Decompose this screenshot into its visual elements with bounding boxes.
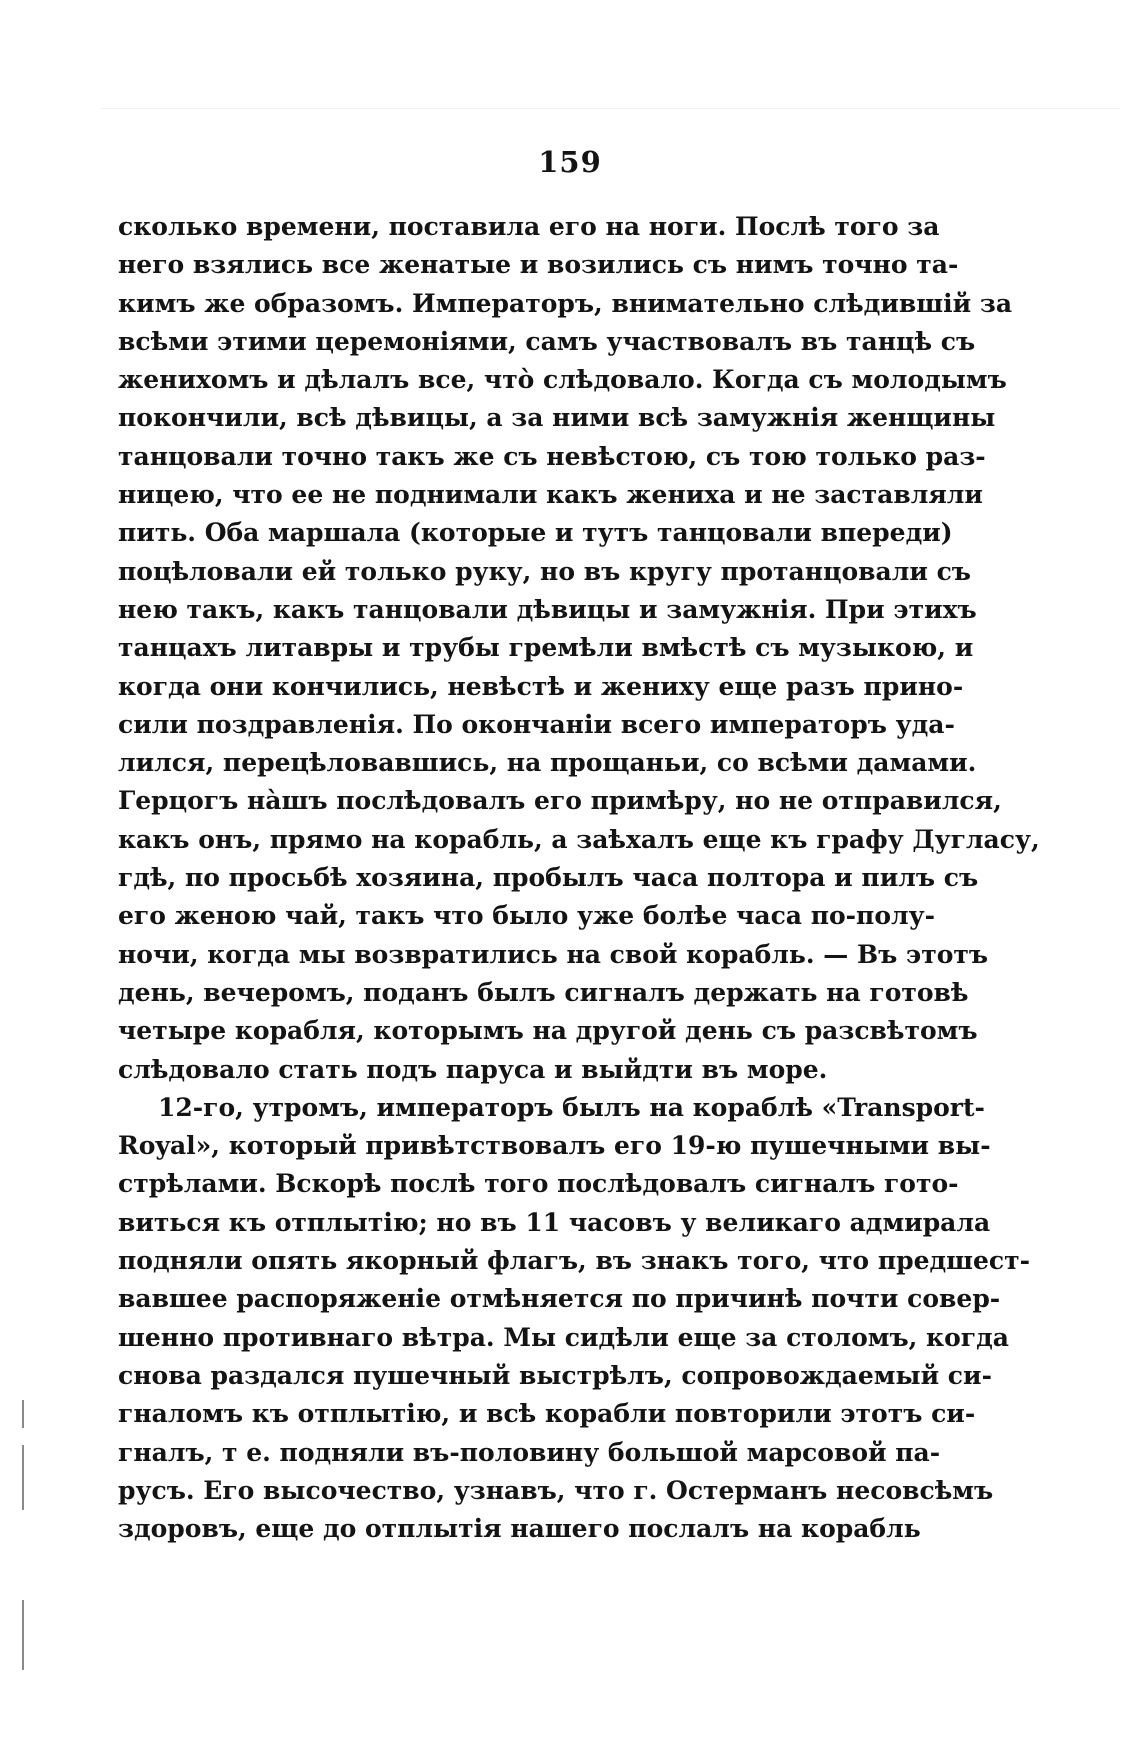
text-line: виться къ отплытію; но въ 11 часовъ у великаго адмирала xyxy=(118,1207,991,1237)
text-line: здоровъ, еще до отплытія нашего послалъ на корабль xyxy=(118,1514,921,1544)
text-line: женихомъ и дѣлалъ все, что̀ слѣдовало. Когда съ молодымъ xyxy=(118,365,1007,395)
text-line: подняли опять якорный флагъ, въ знакъ того, что предшест- xyxy=(118,1246,1031,1276)
text-line: покончили, всѣ дѣвицы, а за ними всѣ замужнія женщины xyxy=(118,403,996,433)
text-line: шенно противнаго вѣтра. Мы сидѣли еще за столомъ, когда xyxy=(118,1322,1009,1352)
body-text xyxy=(118,208,1040,1548)
text-line: четыре корабля, которымъ на другой день съ разсвѣтомъ xyxy=(118,1016,978,1046)
text-line: танцахъ литавры и трубы гремѣли вмѣстѣ съ музыкою, и xyxy=(118,633,974,663)
text-line: ночи, когда мы возвратились на свой корабль. — Въ этотъ xyxy=(118,939,989,969)
paragraph xyxy=(118,1089,1031,1549)
text-line: танцовали точно такъ же съ невѣстою, съ тою только раз- xyxy=(118,441,986,471)
text-line: нею такъ, какъ танцовали дѣвицы и замужнія. При этихъ xyxy=(118,594,977,624)
text-line: его женою чай, такъ что было уже болѣе часа по-полу- xyxy=(118,901,936,931)
text-line: стрѣлами. Вскорѣ послѣ того послѣдовалъ сигналъ гото- xyxy=(118,1169,959,1199)
text-line: снова раздался пушечный выстрѣлъ, сопровождаемый си- xyxy=(118,1360,992,1390)
text-line: сили поздравленія. По окончаніи всего императоръ уда- xyxy=(118,709,955,739)
text-line: пить. Оба маршала (которые и тутъ танцовали впереди) xyxy=(118,518,953,548)
text-line: 12-го, утромъ, императоръ былъ на кораблѣ «Transport- xyxy=(158,1092,985,1122)
text-line: поцѣловали ей только руку, но въ кругу протанцовали съ xyxy=(118,556,971,586)
scan-edge-rule xyxy=(100,108,1120,109)
page-number: 159 xyxy=(538,145,602,179)
text-line: гналъ, т е. подняли въ-половину большой марсовой па- xyxy=(118,1437,941,1467)
text-line: Royal», который привѣтствовалъ его 19-ю пушечными вы- xyxy=(118,1131,991,1161)
text-line: лился, перецѣловавшись, на прощаньи, со всѣми дамами. xyxy=(118,748,977,778)
text-line: кимъ же образомъ. Императоръ, внимательно слѣдившій за xyxy=(118,288,1013,318)
text-line: него взялись все женатые и возились съ нимъ точно та- xyxy=(118,250,959,280)
text-line: гдѣ, по просьбѣ хозяина, пробылъ часа полтора и пилъ съ xyxy=(118,863,979,893)
text-line: сколько времени, поставила его на ноги. Послѣ того за xyxy=(118,212,940,241)
text-line: гналомъ къ отплытію, и всѣ корабли повторили этотъ си- xyxy=(118,1399,976,1429)
text-line: ницею, что ее не поднимали какъ жениха и не заставляли xyxy=(118,480,983,510)
text-line: всѣми этими церемоніями, самъ участвовалъ въ танцѣ съ xyxy=(118,326,976,356)
text-line: вавшее распоряженіе отмѣняется по причинѣ почти совер- xyxy=(118,1284,1001,1314)
scan-margin-mark xyxy=(22,1400,24,1428)
scan-margin-mark xyxy=(22,1445,24,1510)
text-line: день, вечеромъ, поданъ былъ сигналъ держать на готовѣ xyxy=(118,977,969,1007)
scan-margin-mark xyxy=(22,1600,24,1670)
text-line: Герцогъ на̀шъ послѣдовалъ его примѣру, но не отправился, xyxy=(118,786,1002,816)
paragraph xyxy=(118,208,1040,1089)
text-line: русъ. Его высочество, узнавъ, что г. Остерманъ несовсѣмъ xyxy=(118,1475,994,1505)
text-line: какъ онъ, прямо на корабль, а заѣхалъ еще къ графу Дугласу, xyxy=(118,824,1040,854)
text-line: слѣдовало стать подъ паруса и выйдти въ море. xyxy=(118,1054,828,1084)
text-line: когда они кончились, невѣстѣ и жениху еще разъ прино- xyxy=(118,671,964,701)
